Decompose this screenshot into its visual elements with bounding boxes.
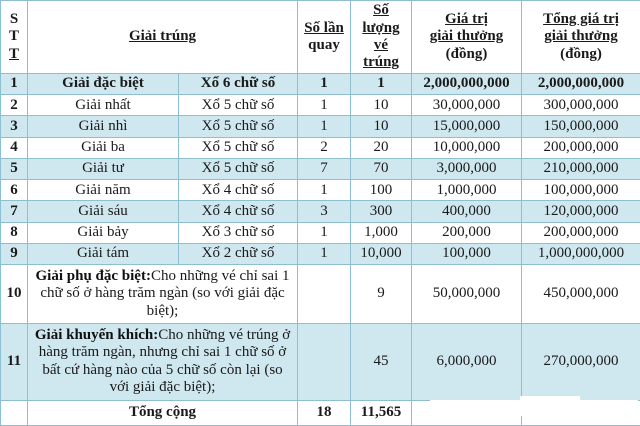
header-value-unit: (đồng) xyxy=(445,45,488,62)
table-row xyxy=(1,116,640,137)
cell-tickets: 100 xyxy=(351,180,412,201)
header-stt-letter-s: S xyxy=(9,11,19,28)
total-stt-blank xyxy=(1,400,28,425)
cell-value: 6,000,000 xyxy=(412,323,522,400)
cell-prize-match: Xổ 5 chữ số xyxy=(179,137,298,158)
header-value-line2: giải thưởng xyxy=(429,28,504,45)
cell-prize-match: Xổ 5 chữ số xyxy=(179,116,298,137)
cell-value: 400,000 xyxy=(412,201,522,222)
cell-prize-match: Xổ 2 chữ số xyxy=(179,243,298,264)
table-header-row xyxy=(1,1,640,74)
cell-tickets: 10 xyxy=(351,116,412,137)
cell-total: 210,000,000 xyxy=(522,158,640,179)
cell-prize-match: Xổ 4 chữ số xyxy=(179,180,298,201)
table-row xyxy=(1,265,640,324)
cell-value: 10,000,000 xyxy=(412,137,522,158)
cell-draws: 1 xyxy=(298,180,351,201)
table-row xyxy=(1,323,640,400)
header-prize-value xyxy=(412,1,522,74)
cell-stt: 2 xyxy=(1,95,28,116)
cell-tickets: 70 xyxy=(351,158,412,179)
cell-stt: 9 xyxy=(1,243,28,264)
header-total-unit: (đồng) xyxy=(560,45,602,62)
cell-stt: 11 xyxy=(1,323,28,400)
cell-value: 3,000,000 xyxy=(412,158,522,179)
header-tickets-line2: lượng xyxy=(362,19,400,36)
cell-tickets: 10 xyxy=(351,95,412,116)
cell-draws xyxy=(298,323,351,400)
cell-tickets: 1,000 xyxy=(351,222,412,243)
table-row xyxy=(1,95,640,116)
table-row xyxy=(1,180,640,201)
cell-stt: 4 xyxy=(1,137,28,158)
cell-draws: 1 xyxy=(298,73,351,94)
cell-draws: 3 xyxy=(298,201,351,222)
cell-draws: 1 xyxy=(298,243,351,264)
cell-prize-match: Xổ 5 chữ số xyxy=(179,158,298,179)
cell-value: 30,000,000 xyxy=(412,95,522,116)
cell-prize-name: Giải bảy xyxy=(28,222,179,243)
header-value-line1: Giá trị xyxy=(445,11,488,28)
table-row xyxy=(1,222,640,243)
cell-prize-name: Giải năm xyxy=(28,180,179,201)
cell-stt: 5 xyxy=(1,158,28,179)
header-total-line1: Tổng giá trị xyxy=(543,11,619,28)
cell-prize-match: Xổ 3 chữ số xyxy=(179,222,298,243)
cell-prize-description xyxy=(28,323,298,400)
cell-draws xyxy=(298,265,351,324)
header-prize xyxy=(28,1,298,74)
header-tickets xyxy=(351,1,412,74)
total-label: Tổng cộng xyxy=(28,400,298,425)
cell-prize-match: Xổ 5 chữ số xyxy=(179,95,298,116)
total-draws: 18 xyxy=(298,400,351,425)
cell-total: 100,000,000 xyxy=(522,180,640,201)
table-row xyxy=(1,243,640,264)
header-tickets-line1: Số xyxy=(373,2,389,19)
cell-draws: 1 xyxy=(298,95,351,116)
cell-total: 200,000,000 xyxy=(522,137,640,158)
cell-total: 300,000,000 xyxy=(522,95,640,116)
cell-total: 150,000,000 xyxy=(522,116,640,137)
cell-prize-match: Xổ 6 chữ số xyxy=(179,73,298,94)
cell-value: 100,000 xyxy=(412,243,522,264)
header-total-value xyxy=(522,1,640,74)
cell-total: 1,000,000,000 xyxy=(522,243,640,264)
total-value xyxy=(412,400,522,425)
cell-draws: 1 xyxy=(298,222,351,243)
cell-tickets: 9 xyxy=(351,265,412,324)
cell-draws: 7 xyxy=(298,158,351,179)
header-stt-letter-t1: T xyxy=(8,28,19,45)
cell-total: 450,000,000 xyxy=(522,265,640,324)
header-tickets-line4: trúng xyxy=(363,54,399,71)
total-total xyxy=(522,400,640,425)
cell-prize-match: Xổ 4 chữ số xyxy=(179,201,298,222)
cell-stt: 3 xyxy=(1,116,28,137)
cell-tickets: 10,000 xyxy=(351,243,412,264)
table-row xyxy=(1,201,640,222)
table-row xyxy=(1,158,640,179)
table-row xyxy=(1,73,640,94)
header-tickets-line3: vé xyxy=(373,36,389,53)
header-stt xyxy=(1,1,28,74)
cell-prize-description xyxy=(28,265,298,324)
cell-prize-name: Giải nhì xyxy=(28,116,179,137)
desc-text: Cho những vé trúng ở hàng trăm ngàn, nhưng chỉ sai 1 chữ số ở bất cứ hàng nào của 5 chữ số còn lại (so với giải đặc biệt); xyxy=(38,327,291,395)
cell-tickets: 20 xyxy=(351,137,412,158)
cell-draws: 1 xyxy=(298,116,351,137)
desc-bold-label: Giải khuyến khích: xyxy=(34,327,159,344)
desc-text: Cho những vé chỉ sai 1 chữ số ở hàng trăm ngàn (so với giải đặc biệt); xyxy=(40,268,290,319)
cell-draws: 2 xyxy=(298,137,351,158)
desc-bold-label: Giải phụ đặc biệt: xyxy=(35,268,151,285)
cell-prize-name: Giải nhất xyxy=(28,95,179,116)
cell-value: 1,000,000 xyxy=(412,180,522,201)
cell-prize-name: Giải tư xyxy=(28,158,179,179)
cell-total: 270,000,000 xyxy=(522,323,640,400)
cell-tickets: 300 xyxy=(351,201,412,222)
header-draws-line1: Số lần xyxy=(304,19,344,36)
header-total-line2: giải thưởng xyxy=(544,28,618,45)
cell-stt: 10 xyxy=(1,265,28,324)
cell-stt: 6 xyxy=(1,180,28,201)
cell-prize-name: Giải tám xyxy=(28,243,179,264)
header-draws-line2: quay xyxy=(308,36,340,53)
header-draws xyxy=(298,1,351,74)
cell-value: 200,000 xyxy=(412,222,522,243)
table-total-row xyxy=(1,400,640,425)
cell-tickets: 1 xyxy=(351,73,412,94)
cell-value: 15,000,000 xyxy=(412,116,522,137)
cell-stt: 7 xyxy=(1,201,28,222)
cell-prize-name: Giải đặc biệt xyxy=(28,73,179,94)
header-prize-label: Giải trúng xyxy=(128,28,197,45)
cell-prize-name: Giải sáu xyxy=(28,201,179,222)
cell-tickets: 45 xyxy=(351,323,412,400)
total-tickets: 11,565 xyxy=(351,400,412,425)
cell-value: 50,000,000 xyxy=(412,265,522,324)
table-row xyxy=(1,137,640,158)
cell-total: 120,000,000 xyxy=(522,201,640,222)
cell-total: 2,000,000,000 xyxy=(522,73,640,94)
cell-stt: 1 xyxy=(1,73,28,94)
header-stt-letter-t2: T xyxy=(8,45,19,62)
cell-value: 2,000,000,000 xyxy=(412,73,522,94)
cell-stt: 8 xyxy=(1,222,28,243)
cell-prize-name: Giải ba xyxy=(28,137,179,158)
cell-total: 200,000,000 xyxy=(522,222,640,243)
